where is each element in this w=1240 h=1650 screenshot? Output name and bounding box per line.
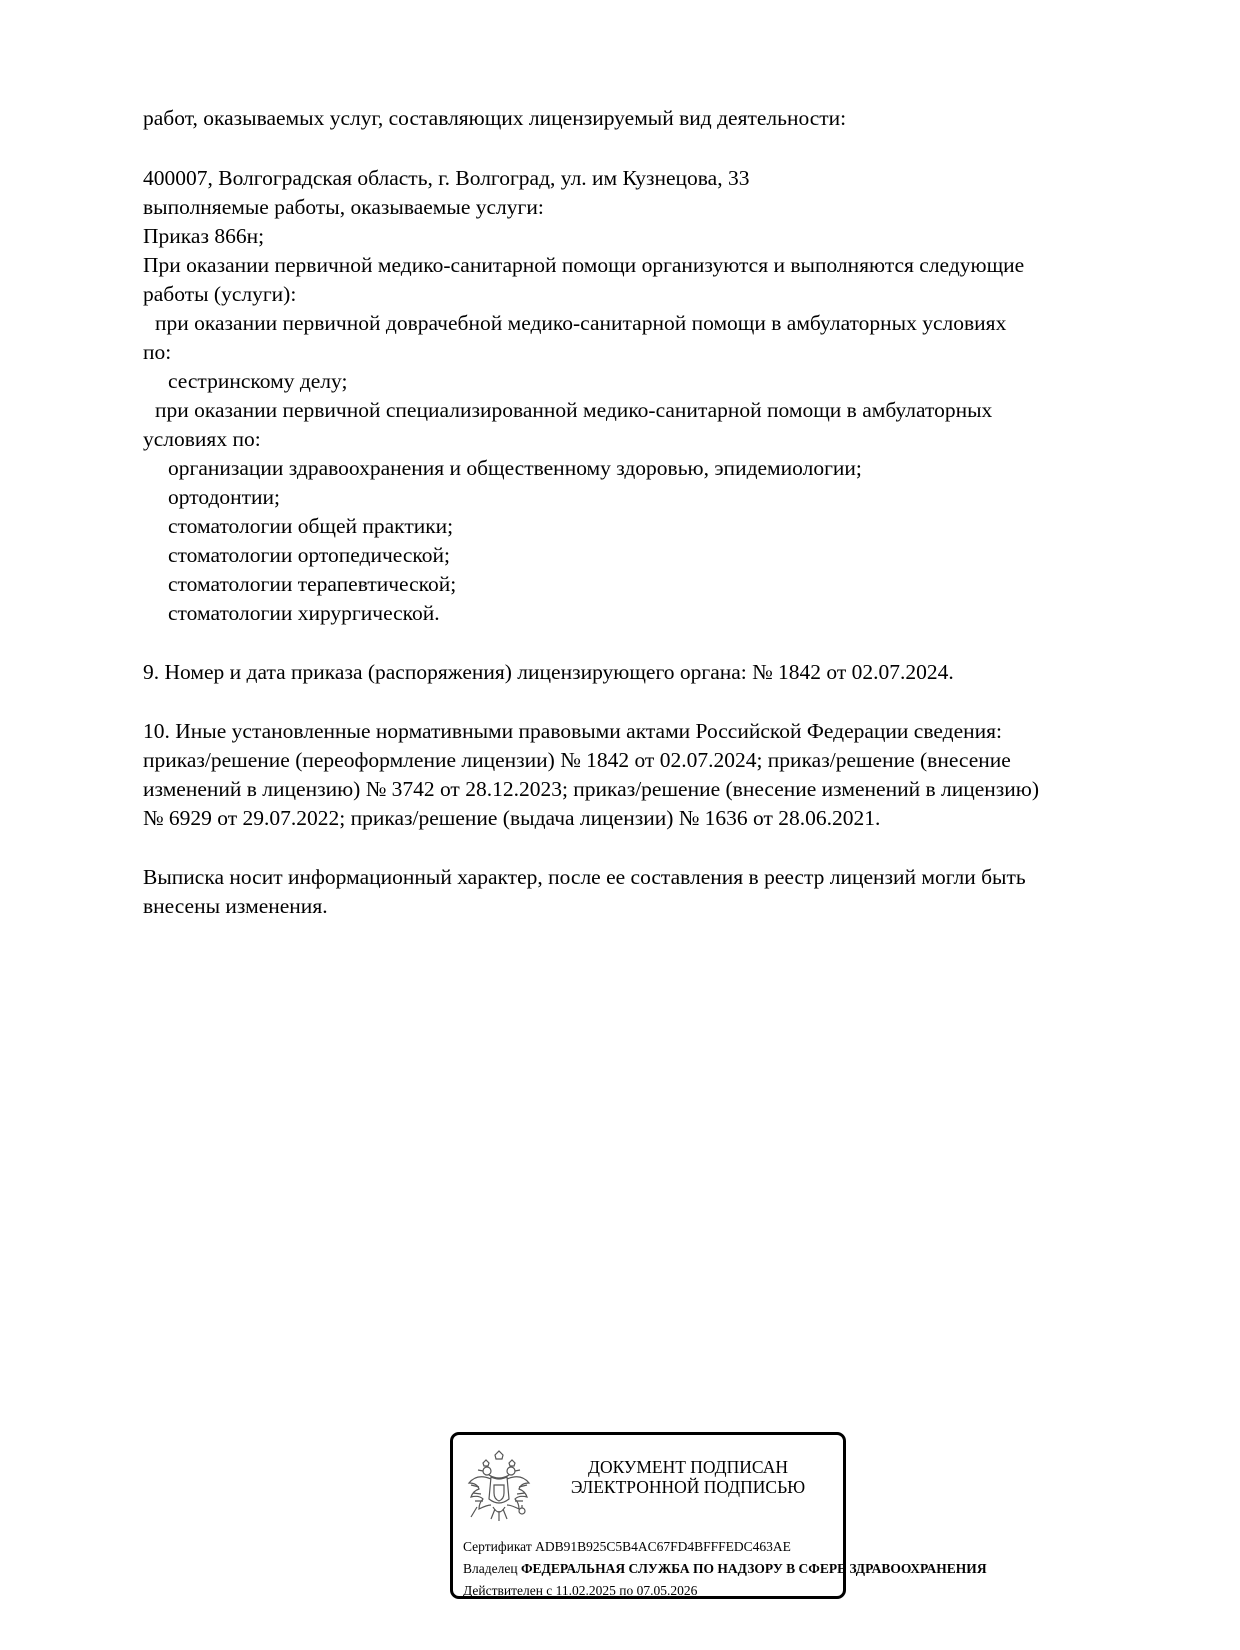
service-item: сестринскому делу;	[168, 369, 348, 393]
text-line: по:	[143, 340, 172, 364]
owner-label: Владелец	[463, 1561, 518, 1576]
address-line: 400007, Волгоградская область, г. Волгоград, ул. им Кузнецова, 33	[143, 166, 750, 190]
text-line: При оказании первичной медико-санитарной помощи организуются и выполняются следующие	[143, 253, 1025, 277]
text-line: выполняемые работы, оказываемые услуги:	[143, 195, 544, 219]
owner-row	[463, 1561, 987, 1577]
service-item: ортодонтии;	[168, 485, 281, 509]
text-line: при оказании первичной доврачебной медико-санитарной помощи в амбулаторных условиях	[155, 311, 1007, 335]
section-9-line: 9. Номер и дата приказа (распоряжения) лицензирующего органа: № 1842 от 02.07.2024.	[143, 660, 954, 684]
disclaimer-line: внесены изменения.	[143, 894, 328, 918]
service-item: стоматологии терапевтической;	[168, 572, 457, 596]
certificate-row	[463, 1539, 791, 1555]
stamp-heading-line: ДОКУМЕНТ ПОДПИСАН	[588, 1457, 788, 1477]
disclaimer-line: Выписка носит информационный характер, после ее составления в реестр лицензий могли быть	[143, 865, 1026, 889]
certificate-value: ADB91B925C5B4AC67FD4BFFFEDC463AE	[535, 1539, 791, 1554]
text-line: работ, оказываемых услуг, составляющих лицензируемый вид деятельности:	[143, 106, 847, 130]
service-item: стоматологии ортопедической;	[168, 543, 451, 567]
service-item: стоматологии хирургической.	[168, 601, 440, 625]
owner-value: ФЕДЕРАЛЬНАЯ СЛУЖБА ПО НАДЗОРУ В СФЕРЕ ЗДРАВООХРАНЕНИЯ	[520, 1561, 987, 1576]
section-10-line: 10. Иные установленные нормативными правовыми актами Российской Федерации сведения:	[143, 719, 1002, 743]
stamp-heading	[543, 1457, 833, 1497]
russian-coat-of-arms-icon	[465, 1449, 533, 1525]
text-line: при оказании первичной специализированной медико-санитарной помощи в амбулаторных	[155, 398, 993, 422]
text-line: № 6929 от 29.07.2022; приказ/решение (выдача лицензии) № 1636 от 28.06.2021.	[143, 806, 881, 830]
text-line: приказ/решение (переоформление лицензии) № 1842 от 02.07.2024; приказ/решение (внесение	[143, 748, 1011, 772]
text-line: работы (услуги):	[143, 282, 297, 306]
stamp-heading-line: ЭЛЕКТРОННОЙ ПОДПИСЬЮ	[570, 1477, 806, 1497]
electronic-signature-stamp	[450, 1432, 987, 1599]
service-item: организации здравоохранения и общественному здоровью, эпидемиологии;	[168, 456, 862, 480]
validity-row: Действителен с 11.02.2025 по 07.05.2026	[463, 1583, 698, 1598]
certificate-label: Сертификат	[463, 1539, 532, 1554]
text-line: Приказ 866н;	[143, 224, 265, 248]
service-item: стоматологии общей практики;	[168, 514, 454, 538]
text-line: изменений в лицензию) № 3742 от 28.12.2023; приказ/решение (внесение изменений в лицензию)	[143, 777, 1039, 801]
text-line: условиях по:	[143, 427, 261, 451]
